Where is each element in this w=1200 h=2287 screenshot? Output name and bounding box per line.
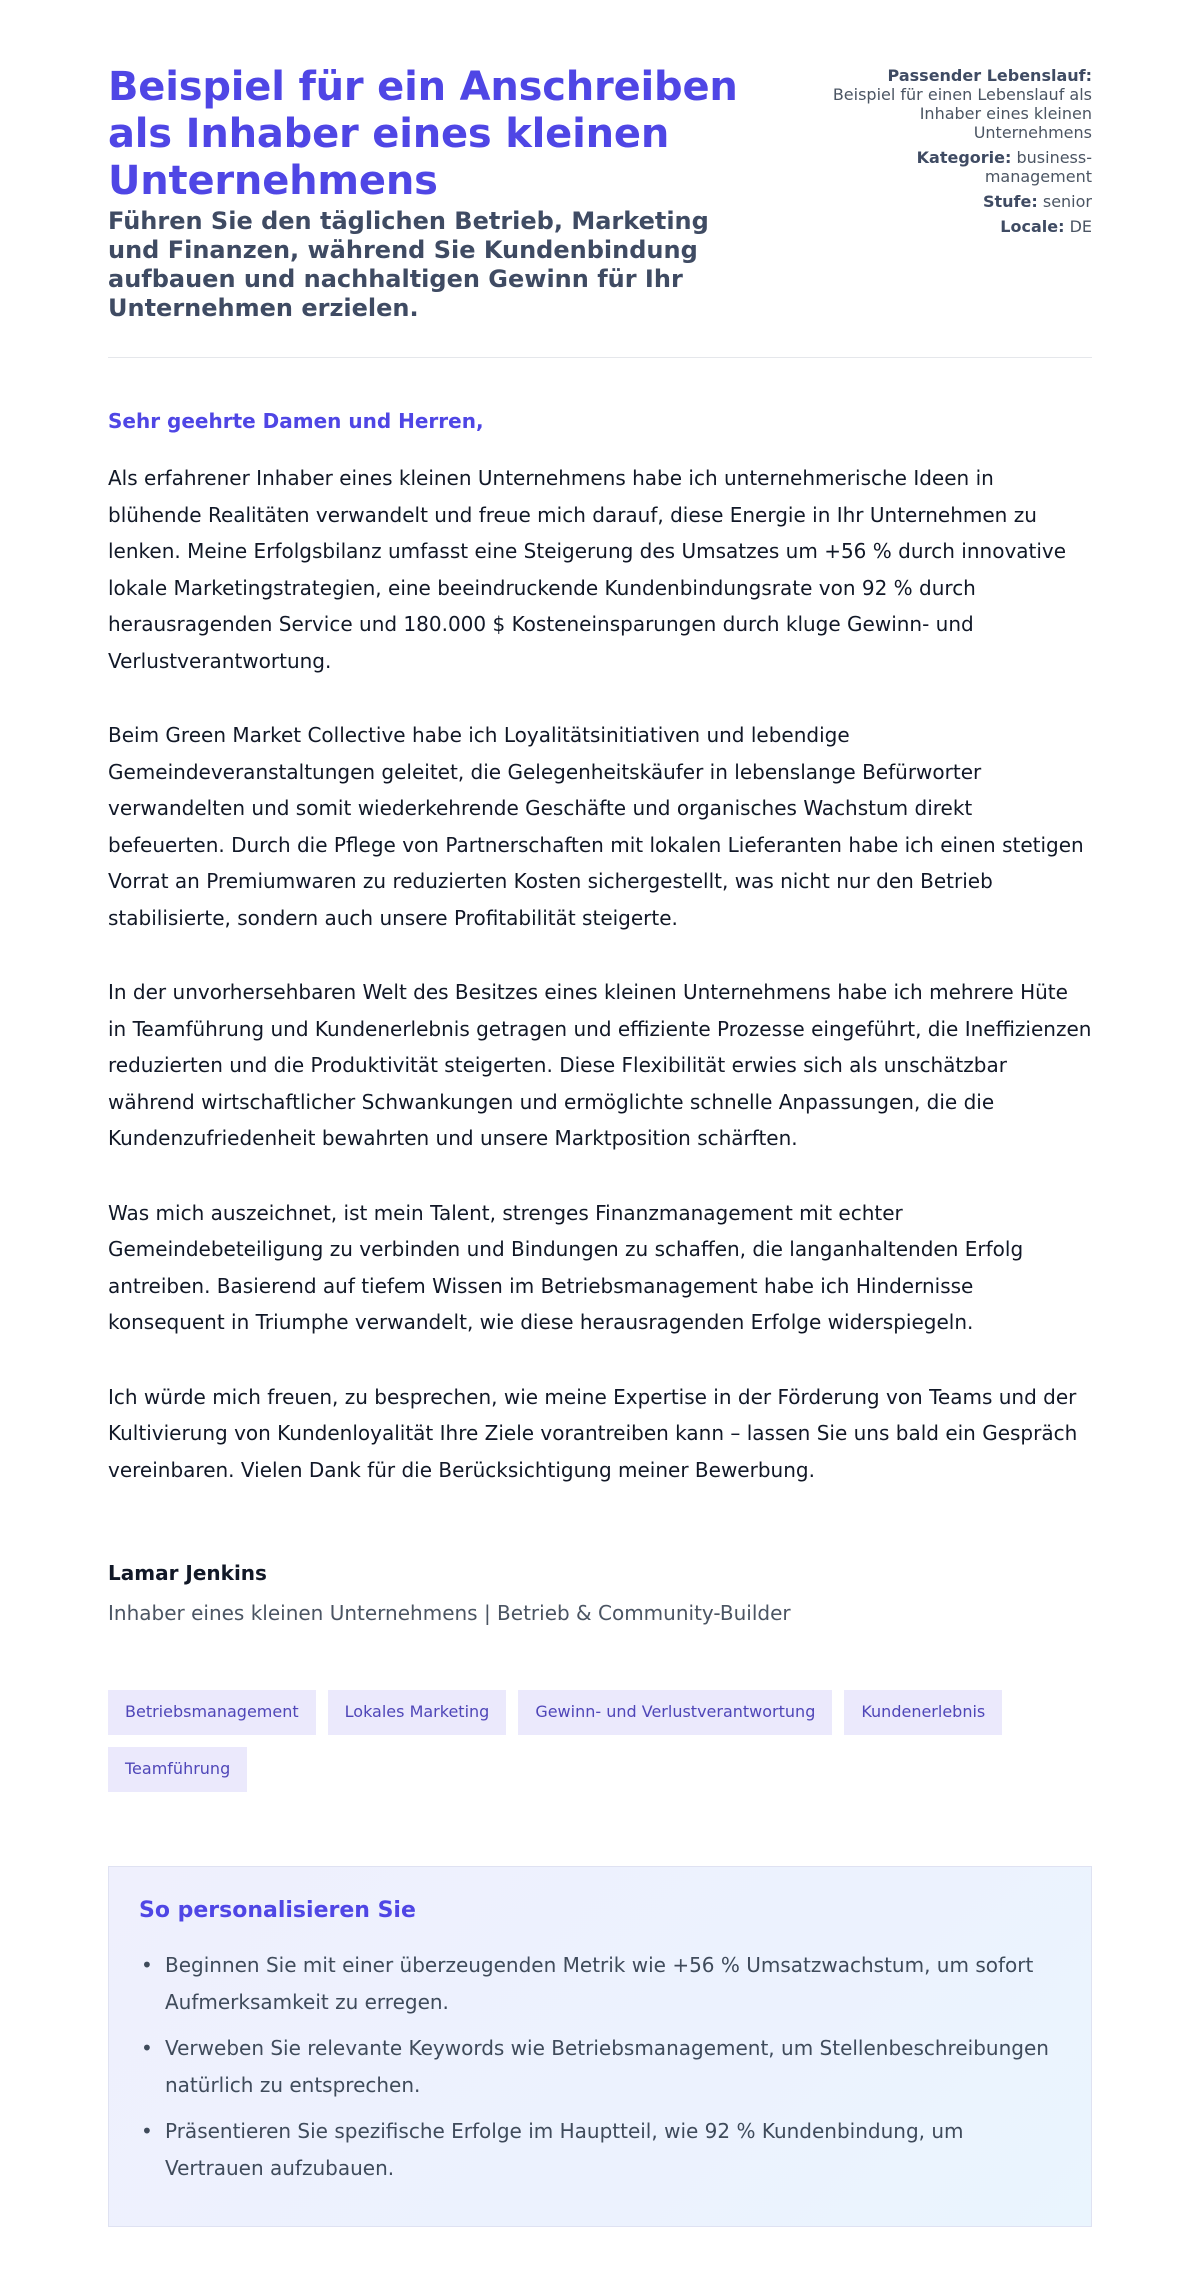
meta-category: [832, 148, 1092, 186]
letter-paragraph: Beim Green Market Collective habe ich Loyalitätsinitiativen und lebendige Gemeindeveranstaltungen geleitet, die Gelegenheitskäufer in lebenslange Befürworter verwandelten und somit wiederkehrende Geschäfte und organisches Wachstum direkt befeuerten. Durch die Pflege von Partnerschaften mit lokalen Lieferanten habe ich einen stetigen Vorrat an Premiumwaren zu reduzierten Kosten sichergestellt, was nicht nur den Betrieb stabilisierte, sondern auch unsere Profitabilität steigerte.: [108, 723, 1084, 930]
meta-locale-value: DE: [1069, 217, 1092, 236]
meta-category-label: Kategorie:: [916, 148, 1012, 167]
tips-item-text: Verweben Sie relevante Keywords wie Betriebsmanagement, um Stellenbeschreibungen natürlich zu entsprechen.: [165, 2036, 1049, 2097]
header-titles: [108, 64, 768, 323]
letter-body: [108, 408, 1092, 1488]
letter-paragraph: Was mich auszeichnet, ist mein Talent, strenges Finanzmanagement mit echter Gemeindebeteiligung zu verbinden und Bindungen zu schaffen, die langanhaltenden Erfolg antreiben. Basierend auf tiefem Wissen im Betriebsmanagement habe ich Hindernisse konsequent in Triumphe verwandelt, wie diese herausragenden Erfolge widerspiegeln.: [108, 1200, 1024, 1334]
signature-name: Lamar Jenkins: [108, 1561, 267, 1585]
skill-tag: Betriebsmanagement: [108, 1690, 316, 1735]
meta-level-value: senior: [1042, 192, 1092, 211]
signature-block: [108, 1560, 1092, 1626]
signature-title: Inhaber eines kleinen Unternehmens | Betrieb & Community-Builder: [108, 1601, 791, 1625]
tips-item-text: Beginnen Sie mit einer überzeugenden Metrik wie +56 % Umsatzwachstum, um sofort Aufmerksamkeit zu erregen.: [165, 1953, 1034, 2014]
skill-tag: Kundenerlebnis: [844, 1690, 1002, 1735]
meta-level: [832, 192, 1092, 211]
letter-paragraph: In der unvorhersehbaren Welt des Besitzes eines kleinen Unternehmens habe ich mehrere Hüte in Teamführung und Kundenerlebnis getragen und effiziente Prozesse eingeführt, die Ineffizienzen reduzierten und die Produktivität steigerten. Diese Flexibilität erwies sich als unschätzbar während wirtschaftlicher Schwankungen und ermöglichte schnelle Anpassungen, die die Kundenzufriedenheit bewahrten und unsere Marktposition schärften.: [108, 980, 1092, 1150]
meta-locale-label: Locale:: [1000, 217, 1065, 236]
letter-greeting: Sehr geehrte Damen und Herren,: [108, 409, 484, 433]
personalization-tips-box: [108, 1866, 1092, 2227]
meta-level-label: Stufe:: [982, 192, 1038, 211]
bullet-icon: •: [141, 1953, 153, 1977]
meta-resume-value: Beispiel für einen Lebenslauf als Inhaber eines kleinen Unternehmens: [832, 85, 1092, 142]
meta-panel: [832, 66, 1092, 242]
meta-locale: [832, 217, 1092, 236]
meta-category-value: business-management: [984, 148, 1092, 186]
tips-title: So personalisieren Sie: [139, 1898, 416, 1923]
skill-tags: [108, 1690, 1092, 1792]
letter-paragraphs: [108, 460, 1092, 1488]
meta-resume-label: Passender Lebenslauf:: [887, 66, 1092, 85]
tips-list: [139, 1947, 1061, 2186]
bullet-icon: •: [141, 2119, 153, 2143]
skill-tag: Teamführung: [108, 1747, 247, 1792]
page-header: [108, 64, 1092, 358]
letter-paragraph: Ich würde mich freuen, zu besprechen, wie meine Expertise in der Förderung von Teams und der Kultivierung von Kundenloyalität Ihre Ziele vorantreiben kann – lassen Sie uns bald ein Gespräch vereinbaren. Vielen Dank für die Berücksichtigung meiner Bewerbung.: [108, 1384, 1078, 1482]
skill-tag: Lokales Marketing: [328, 1690, 507, 1735]
tips-list-item: [139, 1947, 1061, 2020]
page-subtitle: Führen Sie den täglichen Betrieb, Marketing und Finanzen, während Sie Kundenbindung aufbauen und nachhaltigen Gewinn für Ihr Unternehmen erzielen.: [108, 207, 709, 322]
skill-tag: Gewinn- und Verlustverantwortung: [518, 1690, 832, 1735]
page-title: Beispiel für ein Anschreiben als Inhaber eines kleinen Unternehmens: [108, 64, 738, 204]
letter-paragraph: Als erfahrener Inhaber eines kleinen Unternehmens habe ich unternehmerische Ideen in blühende Realitäten verwandelt und freue mich darauf, diese Energie in Ihr Unternehmen zu lenken. Meine Erfolgsbilanz umfasst eine Steigerung des Umsatzes um +56 % durch innovative lokale Marketingstrategien, eine beeindruckende Kundenbindungsrate von 92 % durch herausragenden Service und 180.000 $ Kosteneinsparungen durch kluge Gewinn- und Verlustverantwortung.: [108, 466, 1067, 673]
tips-list-item: [139, 2113, 1061, 2186]
tips-item-text: Präsentieren Sie spezifische Erfolge im Hauptteil, wie 92 % Kundenbindung, um Vertrauen aufzubauen.: [165, 2119, 964, 2180]
bullet-icon: •: [141, 2036, 153, 2060]
meta-resume: [832, 66, 1092, 142]
tips-list-item: [139, 2030, 1061, 2103]
